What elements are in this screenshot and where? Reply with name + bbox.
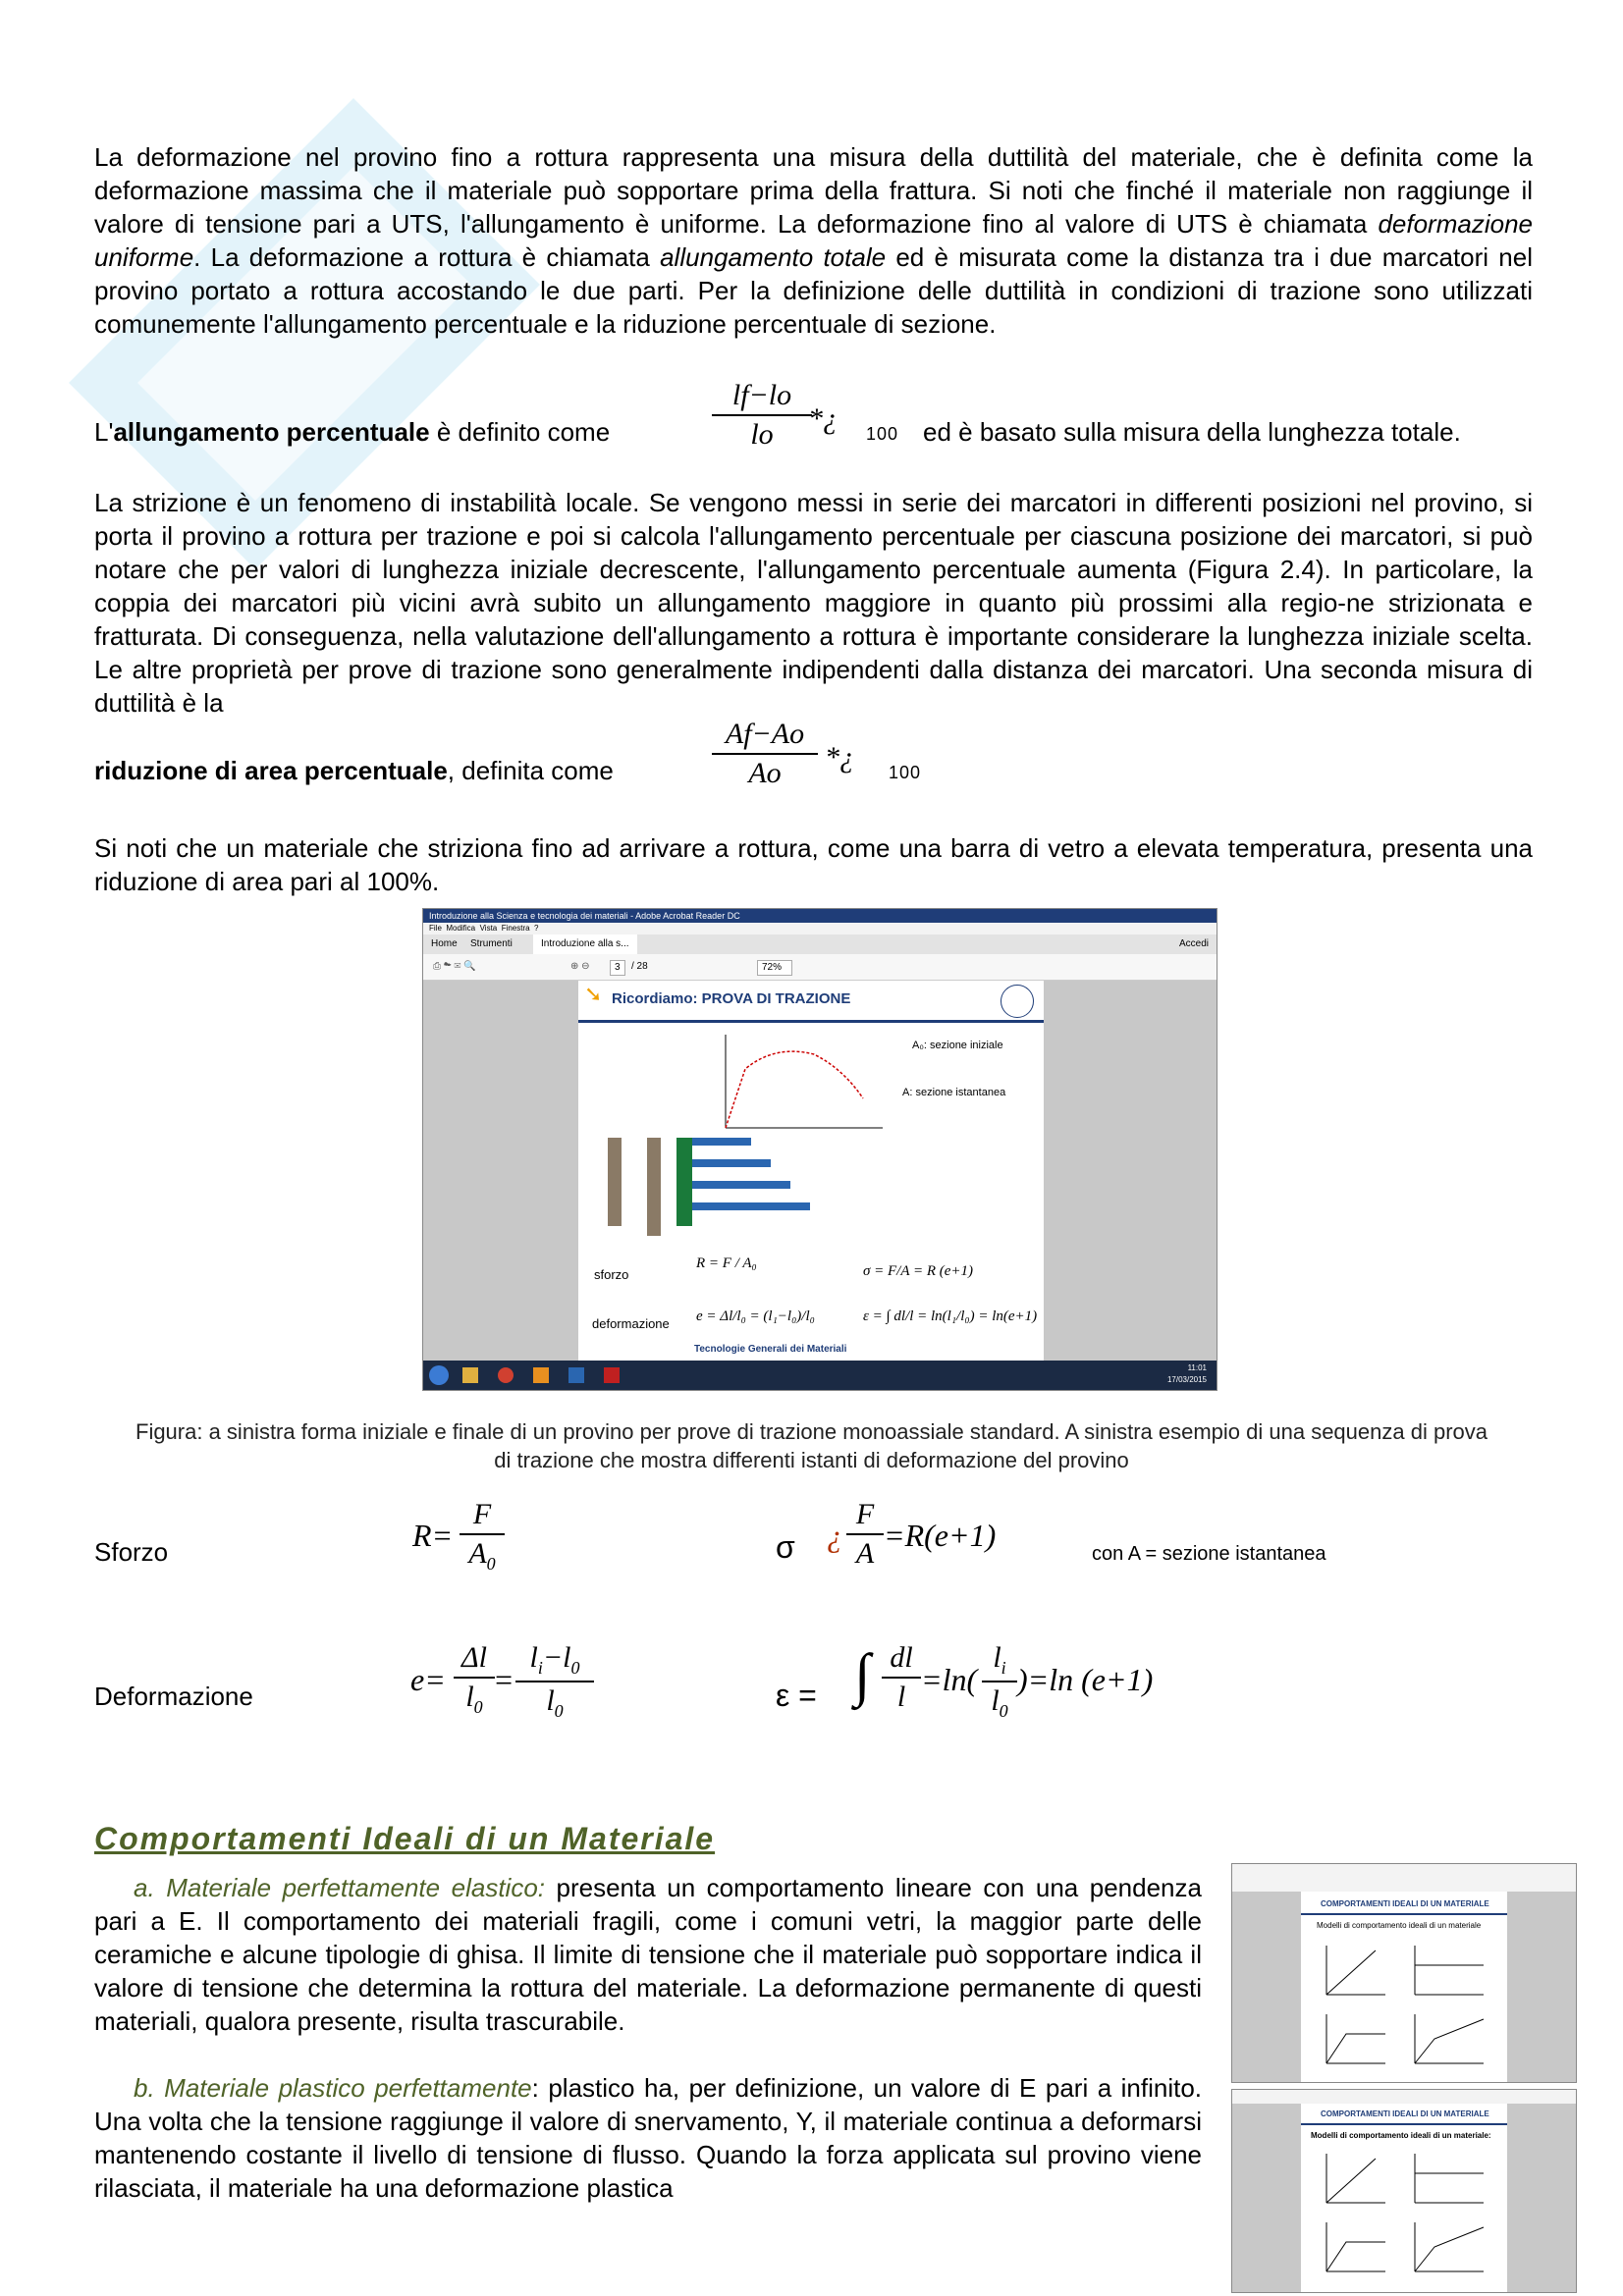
paragraph-strizione: La strizione è un fenomeno di instabilità locale. Se vengono messi in serie dei marcatori in differenti posizioni nel provino, si porta il provino a rottura per trazione e poi si calcola l'allungamento percentuale per ciascuna posizione dei marcatori, si può notare che per valori di lunghezza iniziale decrescente, l'allungamento percentuale aumenta (Figura 2.4). In particolare, la coppia dei marcatori più vicini avrà subito un allungamento maggiore in quanto più prossimi alla regio-ne strizionata e fratturata. Di conseguenza, nella valutazione dell'allungamento a rottura è importante considerare la lunghezza iniziale scelta. Le altre proprietà per prove di trazione sono generalmente indipendenti dalla distanza dei marcatori. Una seconda misura di duttilità è la (94, 488, 1533, 718)
paragraph-duttilita: La deformazione nel provino fino a rottura rappresenta una misura della duttilità del materiale, che è definita come la deformazione massima che il materiale può sopportare prima della frattura. Si noti che finché il materiale non raggiunge il valore di tensione pari a UTS, l'allungamento è uniforme. La deformazione fino al valore di UTS è chiamata deformazione uniforme. La deformazione a rottura è chiamata allungamento totale ed è misurata come la distanza tra i due marcatori nel provino portato a rottura accostando le due parti. Per la definizione delle duttilità in condizioni di trazione sono utilizzati comunemente l'allungamento percentuale e la riduzione percentuale di sezione. (94, 142, 1533, 339)
page-total: / 28 (631, 961, 648, 972)
allungamento-line: L'allungamento percentuale è definito come (94, 417, 611, 447)
eq-r-fraction: F $A_0$ (460, 1498, 505, 1575)
acrobat-icon[interactable] (604, 1367, 620, 1383)
section-heading: Comportamenti Ideali di un Materiale (94, 1821, 716, 1856)
eq-eps-ln-1: =ln( (921, 1662, 978, 1697)
eq-e-fraction-2: $l_i-l_0$ $l_0$ (515, 1641, 594, 1722)
toolbar (423, 954, 1217, 981)
eq-sigma-fraction: F A (846, 1498, 884, 1571)
eq-sigma-op: ¿ (827, 1518, 842, 1553)
riduzione-100: 100 (889, 763, 922, 782)
tab-home[interactable]: Home (431, 938, 458, 949)
allungamento-after: ed è basato sulla misura della lunghezza totale. (923, 417, 1461, 447)
taskbar (423, 1361, 1217, 1390)
window-titlebar: Introduzione alla Scienza e tecnologia dei materiali - Adobe Acrobat Reader DC (423, 909, 1217, 923)
toolbar-icons[interactable]: ⎙ ☁ ✉ 🔍 (433, 961, 476, 972)
menu-vista[interactable]: Vista (479, 924, 498, 933)
slide-eq-eps: ε = ∫ dl/l = ln(l₁/l₀) = ln(e+1) (863, 1308, 1038, 1324)
slide-eq-r: R = F / A₀ (696, 1255, 757, 1271)
eq-integral: ∫ (854, 1642, 871, 1707)
figure-caption: Figura: a sinistra forma iniziale e finale di un provino per prove di trazione monoassiale standard. A sinistra esempio di una sequenza di prova di trazione che mostra differenti istanti di deformazione del provino (135, 1419, 1488, 1472)
slide-footer: Tecnologie Generali dei Materiali (694, 1344, 847, 1355)
eq-eps-fraction-2: $l_i$ $l_0$ (982, 1641, 1017, 1722)
clock: 11:01 17/03/2015 (1166, 1363, 1207, 1384)
allungamento-operator: *¿ (808, 402, 838, 435)
chrome-icon[interactable] (498, 1367, 514, 1383)
thumbnail-ideal-1: COMPORTAMENTI IDEALI DI UN MATERIALE Modelli di comportamento ideali di un materiale (1231, 1863, 1577, 2083)
sforzo-label: sforzo (594, 1267, 629, 1282)
a0-label: A₀: sezione iniziale (912, 1040, 1003, 1051)
eq-e-fraction-1: Δl $l_0$ (454, 1641, 495, 1718)
eq-e-equals: e= (410, 1662, 446, 1697)
university-seal (1001, 985, 1034, 1018)
specimen-final (647, 1138, 661, 1236)
specimen-initial (608, 1138, 622, 1226)
tab-strumenti[interactable]: Strumenti (470, 938, 513, 949)
list-item-a: a. Materiale perfettamente elastico: presenta un comportamento lineare con una pendenza pari a E. Il comportamento dei materiali fragili, come i comuni vetri, la maggior parte delle ceramiche e alcune tipologie di ghisa. Il limite di tensione che il materiale può sopportare indica il valore di tensione che determina la rottura del materiale. La deformazione permanente di questi materiali, qualora presente, risulta trascurabile. (94, 1873, 1202, 2036)
word-icon[interactable] (568, 1367, 584, 1383)
menu-file[interactable]: File (429, 924, 442, 933)
sigma-symbol: σ (776, 1529, 795, 1565)
eq-r-equals: R= (412, 1518, 454, 1553)
folder-icon[interactable] (462, 1367, 478, 1383)
slide (578, 981, 1044, 1361)
slide-eq-e: e = Δl/l₀ = (l₁−l₀)/l₀ (696, 1308, 815, 1324)
riduzione-operator: *¿ (825, 741, 854, 774)
menu-bar (423, 923, 1217, 934)
deformazione-label: deformazione (592, 1316, 670, 1331)
nav-arrows[interactable]: ⊕ ⊖ (570, 961, 590, 972)
thumbnail-ideal-2: COMPORTAMENTI IDEALI DI UN MATERIALE Modelli di comportamento ideali di un materiale: (1231, 2089, 1577, 2293)
menu-finestra[interactable]: Finestra (501, 924, 530, 933)
stress-strain-curve (716, 1030, 893, 1138)
allungamento-fraction: lf−lo lo (712, 379, 812, 452)
start-icon[interactable] (429, 1365, 449, 1385)
arrow-icon: ➘ (584, 982, 603, 1006)
con-a-note: con A = sezione istantanea (1092, 1543, 1326, 1565)
epsilon-symbol: ε = (776, 1678, 817, 1713)
eq-sigma-rhs: =R(e+1) (884, 1518, 997, 1553)
media-icon[interactable] (533, 1367, 549, 1383)
slide-eq-sigma: σ = F/A = R (e+1) (863, 1263, 974, 1279)
sforzo-eq-label: Sforzo (94, 1537, 169, 1567)
menu-modifica[interactable]: Modifica (446, 924, 476, 933)
allungamento-100: 100 (866, 424, 899, 444)
riduzione-line: riduzione di area percentuale, definita come (94, 756, 614, 785)
menu-help[interactable]: ? (534, 924, 539, 933)
eq-e-equals-2: = (493, 1662, 514, 1697)
zoom-select[interactable]: 72% (757, 960, 792, 976)
eq-eps-fraction-1: dl l (882, 1641, 921, 1714)
slide-title: Ricordiamo: PROVA DI TRAZIONE (612, 990, 851, 1007)
deformazione-eq-label: Deformazione (94, 1682, 253, 1711)
list-item-b: b. Materiale plastico perfettamente: plastico ha, per definizione, un valore di E pari a infinito. Una volta che la tensione raggiunge il valore di snervamento, Y, il materiale continua a deformarsi mantenendo costante il livello di tensione di flusso. Quando la forza applicata sul provino viene rilasciata, il materiale ha una deformazione plastica (94, 2073, 1203, 2203)
a-label: A: sezione istantanea (902, 1087, 1006, 1098)
eq-eps-ln-2: )=ln (e+1) (1017, 1662, 1154, 1697)
accedi-button[interactable]: Accedi (1178, 938, 1209, 949)
tab-document[interactable]: Introduzione alla s... (533, 934, 637, 954)
page-number-input[interactable]: 3 (610, 960, 625, 976)
riduzione-fraction: Af−Ao Ao (712, 718, 818, 790)
paragraph-vetro: Si noti che un materiale che striziona fino ad arrivare a rottura, come una barra di vetro a elevata temperatura, presenta una riduzione di area pari al 100%. (94, 833, 1533, 896)
figure-screenshot (422, 908, 1217, 1391)
tab-bar (423, 934, 1217, 954)
